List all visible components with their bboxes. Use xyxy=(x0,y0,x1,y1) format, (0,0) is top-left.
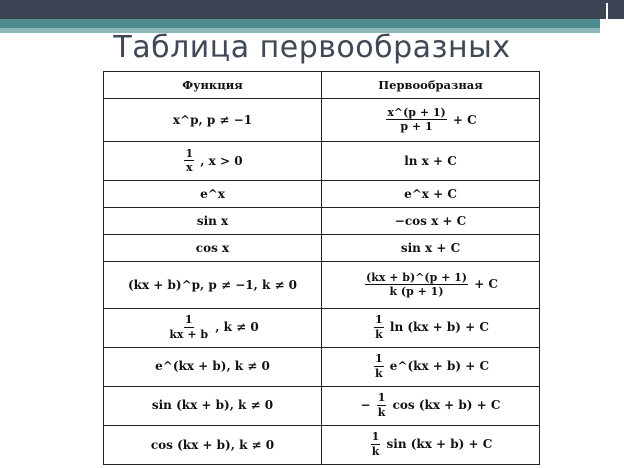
header-corner-line xyxy=(606,3,608,33)
antiderivative-cell xyxy=(322,142,540,181)
function-suffix: , x > 0 xyxy=(196,153,243,168)
function-denominator: kx + b xyxy=(169,327,209,341)
antiderivative-expression: sin x + C xyxy=(400,241,461,256)
function-expression: e^x xyxy=(200,186,225,201)
function-expression xyxy=(182,146,243,175)
function-numerator: 1 xyxy=(185,146,194,160)
function-suffix: , k ≠ 0 xyxy=(211,320,259,335)
antiderivative-cell xyxy=(322,262,540,308)
header-band-teal xyxy=(0,19,624,28)
header-band-dark xyxy=(0,0,624,19)
antiderivative-numerator: 1 xyxy=(371,430,380,444)
antiderivative-suffix: + C xyxy=(448,112,477,127)
function-cell xyxy=(104,181,322,208)
antiderivative-denominator: k xyxy=(371,445,380,459)
antiderivative-cell xyxy=(322,99,540,142)
antiderivative-table xyxy=(103,71,540,465)
antiderivative-denominator: k (p + 1) xyxy=(389,285,444,299)
function-cell xyxy=(104,425,322,464)
function-expression: sin (kx + b), k ≠ 0 xyxy=(151,398,274,413)
function-cell xyxy=(104,308,322,347)
antiderivative-fraction xyxy=(386,107,446,134)
function-cell xyxy=(104,386,322,425)
antiderivative-expression xyxy=(372,352,490,380)
antiderivative-expression xyxy=(372,313,489,341)
antiderivative-cell xyxy=(322,235,540,262)
antiderivative-expression: −cos x + C xyxy=(394,214,467,228)
table-row xyxy=(104,308,540,347)
function-expression: cos x xyxy=(195,241,230,256)
antiderivative-sign: − xyxy=(360,398,375,413)
function-cell xyxy=(104,262,322,308)
antiderivative-cell xyxy=(322,181,540,208)
header-corner-block xyxy=(600,0,624,33)
table-row xyxy=(104,208,540,235)
antiderivative-denominator: k xyxy=(375,327,383,341)
function-fraction xyxy=(168,314,209,341)
function-denominator: x xyxy=(185,161,193,175)
antiderivative-expression xyxy=(363,270,498,299)
antiderivative-fraction xyxy=(374,353,384,380)
function-fraction xyxy=(184,148,194,175)
antiderivative-fraction xyxy=(374,314,384,341)
antiderivative-denominator: k xyxy=(374,366,383,380)
function-expression: cos (kx + b), k ≠ 0 xyxy=(150,437,275,452)
table-row xyxy=(104,262,540,308)
antiderivative-denominator: p + 1 xyxy=(400,120,433,134)
antiderivative-suffix: cos (kx + b) + C xyxy=(388,398,501,413)
table-row xyxy=(104,425,540,464)
antiderivative-fraction xyxy=(377,392,387,419)
antiderivative-expression: ln x + C xyxy=(404,153,457,168)
antiderivative-expression: e^x + C xyxy=(404,186,457,201)
antiderivative-numerator: x^(p + 1) xyxy=(387,105,446,119)
function-cell xyxy=(104,347,322,386)
antiderivative-cell xyxy=(322,208,540,235)
antiderivative-denominator: k xyxy=(377,405,386,419)
function-expression: e^(kx + b), k ≠ 0 xyxy=(155,359,270,374)
function-cell xyxy=(104,99,322,142)
table-row xyxy=(104,347,540,386)
function-cell xyxy=(104,142,322,181)
function-numerator: 1 xyxy=(184,313,193,327)
antiderivative-cell xyxy=(322,308,540,347)
antiderivative-expression xyxy=(360,391,501,419)
antiderivative-numerator: 1 xyxy=(375,313,383,327)
column-header-function: Функция xyxy=(104,72,322,99)
antiderivative-expression xyxy=(384,105,477,134)
function-expression xyxy=(166,313,259,341)
antiderivative-numerator: (kx + b)^(p + 1) xyxy=(366,270,468,284)
table-header-row xyxy=(104,72,540,99)
function-cell xyxy=(104,235,322,262)
table-row xyxy=(104,99,540,142)
antiderivative-fraction xyxy=(365,272,468,299)
function-cell xyxy=(104,208,322,235)
table-row xyxy=(104,235,540,262)
column-header-antiderivative: Первообразная xyxy=(322,72,540,99)
function-expression: x^p, p ≠ −1 xyxy=(172,112,253,127)
function-expression: (kx + b)^p, p ≠ −1, k ≠ 0 xyxy=(127,277,298,292)
table-body xyxy=(104,99,540,465)
antiderivative-suffix: ln (kx + b) + C xyxy=(385,320,489,335)
antiderivative-suffix: e^(kx + b) + C xyxy=(385,359,490,374)
antiderivative-numerator: 1 xyxy=(374,352,383,366)
antiderivative-fraction xyxy=(371,431,381,458)
antiderivative-suffix: sin (kx + b) + C xyxy=(382,437,493,452)
antiderivative-numerator: 1 xyxy=(377,391,386,405)
table-row xyxy=(104,181,540,208)
slide-title: Таблица первообразных xyxy=(113,30,511,65)
antiderivative-cell xyxy=(322,425,540,464)
function-expression: sin x xyxy=(196,214,229,228)
antiderivative-cell xyxy=(322,347,540,386)
table-row xyxy=(104,142,540,181)
antiderivative-expression xyxy=(369,430,493,459)
antiderivative-suffix: + C xyxy=(470,277,498,292)
table-row xyxy=(104,386,540,425)
antiderivative-cell xyxy=(322,386,540,425)
